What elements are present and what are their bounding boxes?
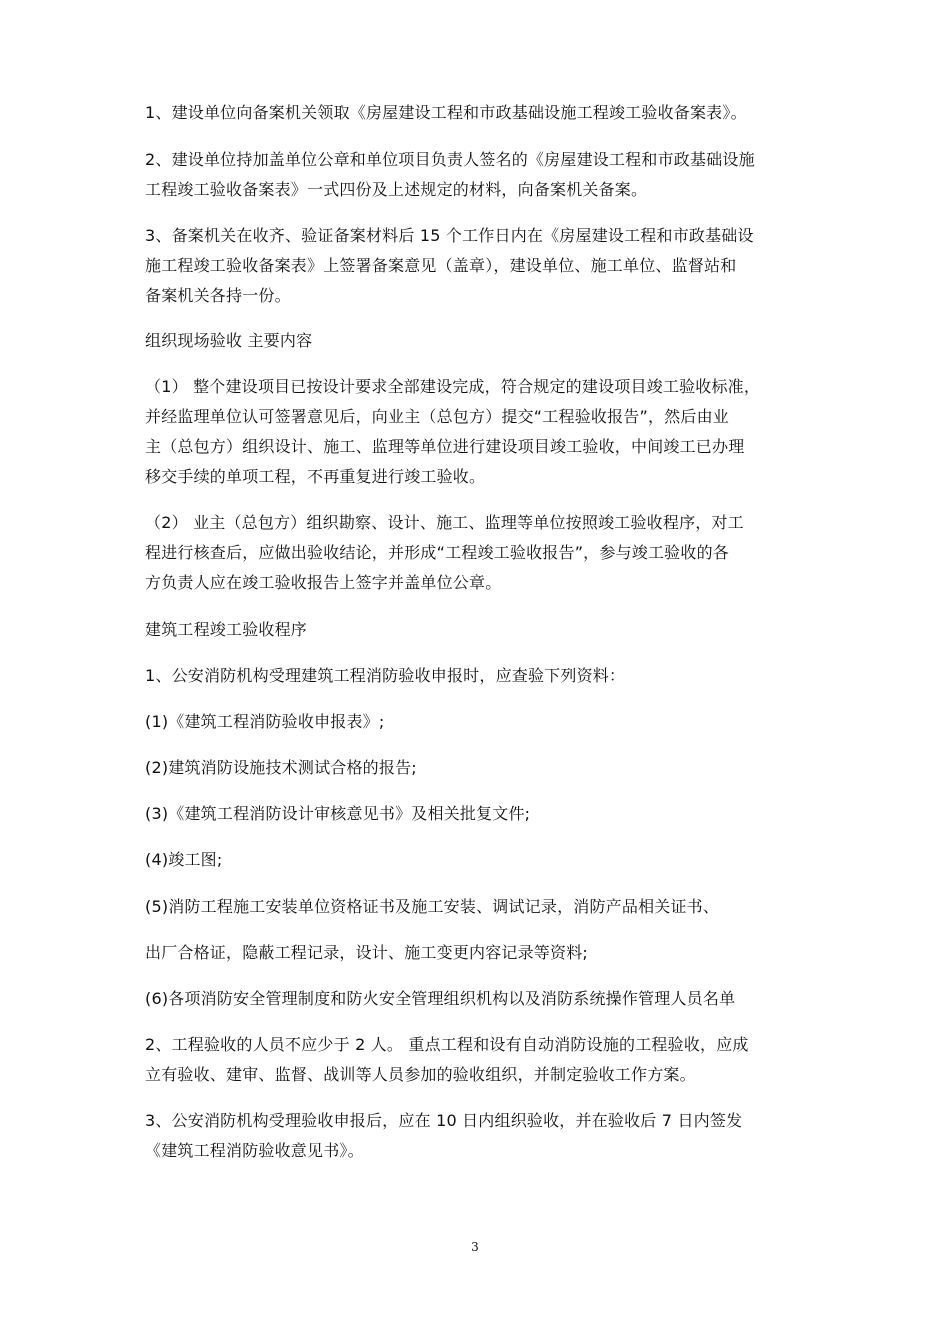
text-line: 工程竣工验收备案表》一式四份及上述规定的材料，向备案机关备案。: [145, 180, 648, 199]
list-item-document-5: [145, 892, 810, 922]
text-line: 出厂合格证，隐蔽工程记录，设计、施工变更内容记录等资料;: [145, 943, 588, 962]
text-line: 3、备案机关在收齐、验证备案材料后 15 个工作日内在《房屋建设工程和市政基础设: [145, 226, 754, 245]
page-number: 3: [471, 1240, 479, 1254]
list-item-document-2: [145, 753, 810, 783]
text-line: 组织现场验收 主要内容: [145, 331, 313, 350]
text-line: 施工程竣工验收备案表》上签署备案意见（盖章），建设单位、施工单位、监督站和: [145, 256, 737, 275]
list-item-document-3: [145, 799, 810, 829]
text-line: 建筑工程竣工验收程序: [145, 620, 308, 639]
text-line: (2)建筑消防设施技术测试合格的报告;: [145, 758, 417, 777]
text-line: 主（总包方）组织设计、施工、监理等单位进行建设项目竣工验收，中间竣工已办理: [145, 437, 745, 456]
text-line: （1） 整个建设项目已按设计要求全部建设完成，符合规定的建设项目竣工验收标准，: [145, 377, 761, 396]
text-line: 立有验收、建审、监督、战训等人员参加的验收组织，并制定验收工作方案。: [145, 1065, 696, 1084]
paragraph-filing-step-3: [145, 221, 810, 311]
text-line: 备案机关各持一份。: [145, 286, 291, 305]
paragraph-acceptance-item-1: [145, 372, 810, 492]
paragraph-fire-step-2: [145, 1030, 810, 1090]
paragraph-acceptance-item-2: [145, 508, 810, 598]
text-line: 方负责人应在竣工验收报告上签字并盖单位公章。: [145, 573, 502, 592]
paragraph-fire-step-3: [145, 1106, 810, 1166]
text-line: (6)各项消防安全管理制度和防火安全管理组织机构以及消防系统操作管理人员名单: [145, 989, 736, 1008]
list-item-document-5-continued: [145, 938, 810, 968]
text-line: (4)竣工图;: [145, 850, 223, 869]
text-line: 《建筑工程消防验收意见书》。: [145, 1141, 364, 1160]
text-line: (3)《建筑工程消防设计审核意见书》及相关批复文件;: [145, 804, 531, 823]
list-item-document-1: [145, 707, 810, 737]
paragraph-filing-step-2: [145, 145, 810, 205]
section-heading-site-acceptance: [145, 326, 810, 356]
text-line: (5)消防工程施工安装单位资格证书及施工安装、调试记录，消防产品相关证书、: [145, 897, 720, 916]
text-line: 2、工程验收的人员不应少于 2 人。 重点工程和设有自动消防设施的工程验收，应成: [145, 1035, 749, 1054]
list-item-document-4: [145, 845, 810, 875]
text-line: (1)《建筑工程消防验收申报表》;: [145, 712, 385, 731]
text-line: 2、建设单位持加盖单位公章和单位项目负责人签名的《房屋建设工程和市政基础设施: [145, 150, 755, 169]
text-line: 移交手续的单项工程，不再重复进行竣工验收。: [145, 467, 486, 486]
paragraph-fire-step-1: [145, 661, 810, 691]
text-line: 1、公安消防机构受理建筑工程消防验收申报时，应查验下列资料：: [145, 666, 626, 685]
list-item-document-6: [145, 984, 810, 1014]
section-heading-procedure: [145, 615, 810, 645]
text-line: 1、建设单位向备案机关领取《房屋建设工程和市政基础设施工程竣工验收备案表》。: [145, 103, 747, 122]
text-line: 程进行核查后，应做出验收结论，并形成“工程竣工验收报告”，参与竣工验收的各: [145, 543, 729, 562]
text-line: 并经监理单位认可签署意见后，向业主（总包方）提交“工程验收报告”，然后由业: [145, 407, 729, 426]
text-line: 3、公安消防机构受理验收申报后，应在 10 日内组织验收，并在验收后 7 日内签发: [145, 1111, 743, 1130]
text-line: （2） 业主（总包方）组织勘察、设计、施工、监理等单位按照竣工验收程序，对工: [145, 513, 744, 532]
paragraph-filing-step-1: [145, 98, 810, 128]
